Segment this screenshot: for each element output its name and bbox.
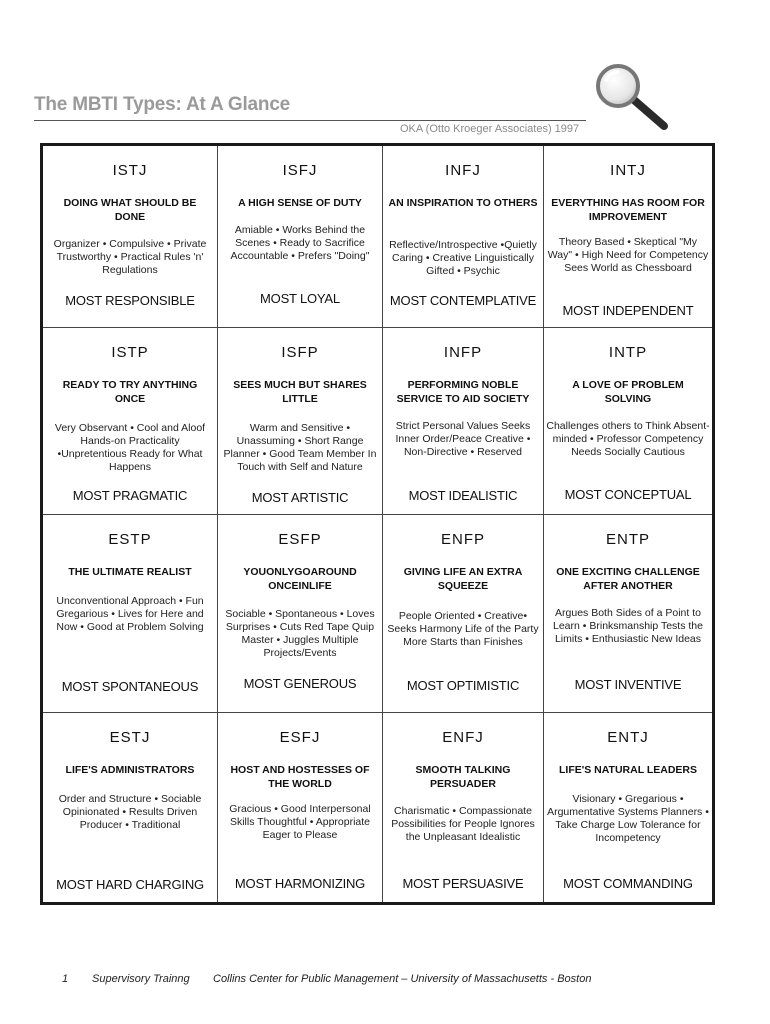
type-traits: Reflective/Introspective •Quietly Caring • Creative Linguistically Gifted • Psychic [389,239,537,277]
title-divider [34,120,586,121]
type-most: MOST INVENTIVE [574,677,682,692]
type-code: ENFJ [442,729,484,746]
type-code: ESTP [108,531,152,548]
type-most: MOST INDEPENDENT [562,303,694,318]
type-traits: Visionary • Gregarious • Argumentative Systems Planners • Take Charge Low Tolerance for Incompetency [547,793,709,844]
type-most: MOST CONTEMPLATIVE [389,293,537,308]
type-cell-intp [544,328,712,515]
type-code: ENTJ [607,729,649,746]
type-traits: Organizer • Compulsive • Private Trustworthy • Practical Rules 'n' Regulations [53,238,207,276]
type-most: MOST HARD CHARGING [56,877,204,892]
type-cell-esfp [218,515,383,713]
type-traits: Strict Personal Values Seeks Inner Order/Peace Creative • Non-Directive • Reserved [395,420,531,458]
type-cell-istp [43,328,218,515]
page-title: The MBTI Types: At A Glance [34,94,291,115]
type-traits: Very Observant • Cool and Aloof Hands-on Practicality •Unpretentious Ready for What Happens [54,422,206,473]
type-motto: EVERYTHING HAS ROOM FOR IMPROVEMENT [551,197,705,223]
type-code: INTJ [610,162,646,179]
type-motto: PERFORMING NOBLE SERVICE TO AID SOCIETY [396,379,530,405]
type-traits: Order and Structure • Sociable Opinionated • Results Driven Producer • Traditional [58,793,202,831]
type-traits: People Oriented • Creative• Seeks Harmony Life of the Party More Starts than Finishes [387,610,539,648]
type-traits: Argues Both Sides of a Point to Learn • Brinksmanship Tests the Limits • Enthusiastic New Ideas [553,607,703,645]
footer-page-number: 1 [62,973,69,985]
type-motto: A LOVE OF PROBLEM SOLVING [572,379,684,405]
type-motto: GIVING LIFE AN EXTRA SQUEEZE [403,566,523,592]
mbti-type-grid [40,143,715,905]
source-citation: OKA (Otto Kroeger Associates) 1997 [400,123,580,135]
type-code: INFJ [445,162,481,179]
type-code: ISTJ [112,162,148,179]
type-cell-isfp [218,328,383,515]
type-motto: SMOOTH TALKING PERSUADER [415,764,511,790]
type-traits: Gracious • Good Interpersonal Skills Thoughtful • Appropriate Eager to Please [229,803,371,841]
type-most: MOST SPONTANEOUS [61,679,199,694]
type-most: MOST PRAGMATIC [72,488,188,503]
type-motto: SEES MUCH BUT SHARES LITTLE [233,379,367,405]
type-traits: Sociable • Spontaneous • Loves Surprises • Cuts Red Tape Quip Master • Juggles Multiple Projects/Events [225,608,375,659]
type-most: MOST PERSUASIVE [402,876,524,891]
type-motto: AN INSPIRATION TO OTHERS [388,197,538,209]
type-motto: ONE EXCITING CHALLENGE AFTER ANOTHER [556,566,700,592]
type-cell-enfp [383,515,544,713]
type-cell-entp [544,515,712,713]
type-most: MOST RESPONSIBLE [65,293,195,308]
type-cell-infj [383,146,544,328]
type-cell-enfj [383,713,544,902]
type-motto: DOING WHAT SHOULD BE DONE [63,197,197,223]
type-traits: Warm and Sensitive • Unassuming • Short Range Planner • Good Team Member In Touch with Self and Nature [223,422,377,473]
type-code: ENFP [440,531,485,548]
type-code: ENTP [605,531,650,548]
type-traits: Charismatic • Compassionate Possibilities for People Ignores the Unpleasant Idealistic [391,805,535,843]
type-motto: YOUONLYGOAROUND ONCEINLIFE [243,566,357,592]
type-code: ISTP [111,344,149,361]
type-code: ESFJ [279,729,321,746]
type-cell-infp [383,328,544,515]
type-most: MOST ARTISTIC [251,490,349,505]
type-traits: Theory Based • Skeptical "My Way" • High Need for Competency Sees World as Chessboard [547,236,709,274]
type-cell-intj [544,146,712,328]
type-traits: Amiable • Works Behind the Scenes • Ready to Sacrifice Accountable • Prefers "Doing" [230,224,370,262]
type-cell-estj [43,713,218,902]
type-traits: Unconventional Approach • Fun Gregarious • Lives for Here and Now • Good at Problem Solving [56,595,204,633]
type-most: MOST LOYAL [260,291,340,306]
type-most: MOST COMMANDING [563,876,693,891]
type-cell-estp [43,515,218,713]
type-motto: HOST AND HOSTESSES OF THE WORLD [230,764,370,790]
type-code: ESFP [278,531,322,548]
footer-course: Supervisory Trainng [92,973,190,985]
type-code: ISFP [281,344,319,361]
type-most: MOST HARMONIZING [234,876,366,891]
type-cell-istj [43,146,218,328]
magnifying-glass-icon [590,60,670,132]
type-most: MOST IDEALISTIC [408,488,518,503]
footer-institution: Collins Center for Public Management – University of Massachusetts - Boston [213,973,592,985]
type-most: MOST GENEROUS [243,676,357,691]
type-motto: READY TO TRY ANYTHING ONCE [62,379,198,405]
type-cell-esfj [218,713,383,902]
type-most: MOST CONCEPTUAL [564,487,692,502]
type-traits: Challenges others to Think Absent-minded • Professor Competency Needs Socially Cautious [546,420,710,458]
type-motto: LIFE'S ADMINISTRATORS [65,764,195,776]
type-code: INTP [608,344,648,361]
type-cell-entj [544,713,712,902]
type-cell-isfj [218,146,383,328]
type-motto: THE ULTIMATE REALIST [68,566,192,578]
type-motto: LIFE'S NATURAL LEADERS [558,764,698,776]
type-code: ISFJ [282,162,318,179]
type-motto: A HIGH SENSE OF DUTY [238,197,362,209]
type-code: INFP [443,344,483,361]
type-code: ESTJ [109,729,151,746]
type-most: MOST OPTIMISTIC [406,678,520,693]
